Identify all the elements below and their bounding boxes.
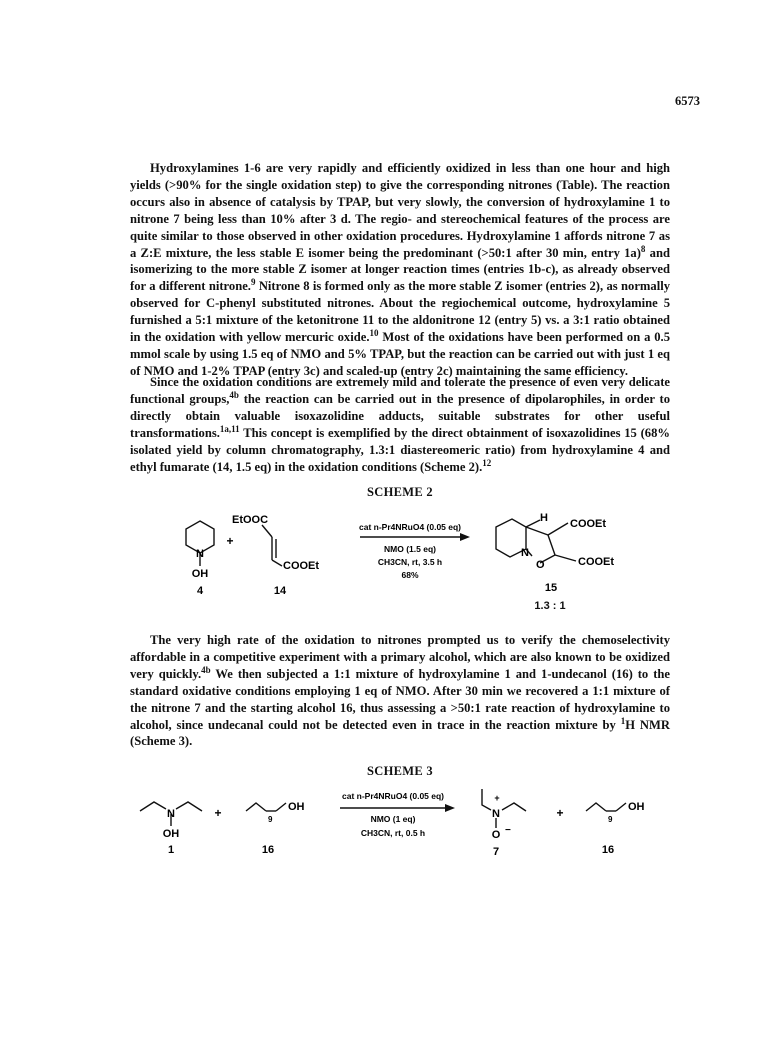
nitrone-o: O xyxy=(491,829,501,841)
diastereomeric-ratio: 1.3 : 1 xyxy=(534,600,566,612)
paragraph-chemoselectivity: The very high rate of the oxidation to nitrones prompted us to verify the chemoselectivity affordable in a competitive experiment with a primary alcohol, which are also known to be oxidized very quickly.$^{4b}$ We then subjected a 1:1 mixture of hydroxylamine 1 and 1-undecanol (16) to the standard oxidative conditions employing 1 eq of NMO. After 30 min we recovered a 1:1 mixture of the nitrone 7 and the starting alcohol 16, thus assessing a >50:1 rate reaction of hydroxylamine to alcohol, since undecanal could not be detected even in trace in the reaction mixture by $^1$H NMR (Scheme 3). xyxy=(130,633,670,749)
nitrone-ethyl xyxy=(502,803,526,811)
scheme3-condition-2: CH3CN, rt, 0.5 h xyxy=(360,828,426,838)
scheme-3-title: SCHEME 3 xyxy=(367,764,433,778)
plus-sign-2: + xyxy=(226,534,234,548)
scheme2-yield: 68% xyxy=(401,570,419,580)
hydroxylamine-oh: OH xyxy=(162,828,180,840)
product-o: O xyxy=(536,559,545,571)
alcohol2-oh: OH xyxy=(628,801,645,813)
compound-4-label: 4 xyxy=(196,585,204,597)
paragraph-oxidation-results: Hydroxylamines 1-6 are very rapidly and efficiently oxidized in less than one hour and high yields (>90% for the single oxidation step) to give the corresponding nitrones (Table). The reaction occurs also in absence of catalysis by TPAP, but very slowly, the conversion of hydroxylamine 1 to nitrone 7 being less than 10% after 3 d. The regio- and stereochemical features of the process are quite similar to those observed in other oxidation procedures. Hydroxylamine 1 affords nitrone 7 as a Z:E mixture, the less stable E isomer being the predominant (>50:1 after 30 min, entry 1a)$^8$ and isomerizing to the more stable Z isomer at longer reaction times (entries 1b-c), as already observed for a different nitrone.$^9$ Nitrone 8 is formed only as the more stable Z isomer (entries 2), as normally observed for C-phenyl substituted nitrones. About the regiochemical outcome, hydroxylamine 5 furnished a 5:1 mixture of the ketonitrone 11 to the aldonitrone 12 (entry 5) vs. a 3:1 ratio obtained in the oxidation with yellow mercuric oxide.$^{10}$ Most of the oxidations have been performed on a 0.5 mmol scale by using 1.5 eq of NMO and 5% TPAP, but the reaction can be carried out with just 1 eq of NMO and 1-2% TPAP (entry 3c) and scaled-up (entry 2c) maintaining the same efficiency. xyxy=(130,161,670,378)
alcohol-chain-b xyxy=(276,803,286,811)
alcohol2-chain-a xyxy=(586,803,606,811)
scheme-2-title: SCHEME 2 xyxy=(367,485,433,499)
plus-sign-3b: + xyxy=(556,806,564,820)
paragraph-dipolarophiles: Since the oxidation conditions are extremely mild and tolerate the presence of even very delicate functional groups,$^{4b}$ the reaction can be carried out in the presence of dipolarophiles, in order to directly obtain valuable isoxazolidine adducts, suitable substrates for other useful transformations.$^{1a,11}$ This concept is exemplified by the direct obtainment of isoxazolidines 15 (68% isolated yield by column chromatography, 1.3:1 diastereomeric ratio) from hydroxylamine 4 and ethyl fumarate (14, 1.5 eq) in the oxidation conditions (Scheme 2).$^{12}$ xyxy=(130,375,670,474)
nitrone-minus: − xyxy=(505,825,511,836)
alcohol2-subscript: 9 xyxy=(608,815,613,824)
nitrone-plus: + xyxy=(494,793,500,803)
compound-7-label: 7 xyxy=(492,846,500,858)
piperidine-n: N xyxy=(196,548,204,560)
compound-16-label-a: 16 xyxy=(261,844,275,856)
plus-sign-3a: + xyxy=(214,806,222,820)
compound-16-label-b: 16 xyxy=(601,844,615,856)
arrow-head-3 xyxy=(445,804,455,812)
fumarate-label-top: EtOOC xyxy=(232,514,269,526)
page-number: 6573 xyxy=(675,94,700,108)
scheme3-catalyst: cat n-Pr4NRuO4 (0.05 eq) xyxy=(341,791,445,801)
scheme2-catalyst: cat n-Pr4NRuO4 (0.05 eq) xyxy=(358,522,462,532)
nitrone-ethylidene xyxy=(482,789,491,810)
alcohol-oh: OH xyxy=(288,801,305,813)
product-cooet-1: COOEt xyxy=(570,518,607,530)
nitrone-n: N xyxy=(492,808,500,820)
compound-15-label: 15 xyxy=(544,582,558,594)
ethyl-left xyxy=(140,802,166,811)
fumarate-label-bottom: COOEt xyxy=(283,560,320,572)
product-cooet-2: COOEt xyxy=(578,556,615,568)
scheme2-condition-2: CH3CN, rt, 3.5 h xyxy=(377,557,443,567)
ethyl-right xyxy=(176,802,202,811)
hydroxylamine-n: N xyxy=(167,808,175,820)
compound-14-label: 14 xyxy=(273,585,287,597)
product-h: H xyxy=(540,512,548,524)
scheme3-condition-1: NMO (1 eq) xyxy=(370,814,416,824)
compound-1-label: 1 xyxy=(167,844,175,856)
scheme2-condition-1: NMO (1.5 eq) xyxy=(384,544,436,554)
alcohol2-chain-b xyxy=(616,803,626,811)
product-n: N xyxy=(521,547,529,559)
alcohol-chain-a xyxy=(246,803,266,811)
piperidine-oh: OH xyxy=(191,568,209,580)
alcohol-subscript: 9 xyxy=(268,815,273,824)
